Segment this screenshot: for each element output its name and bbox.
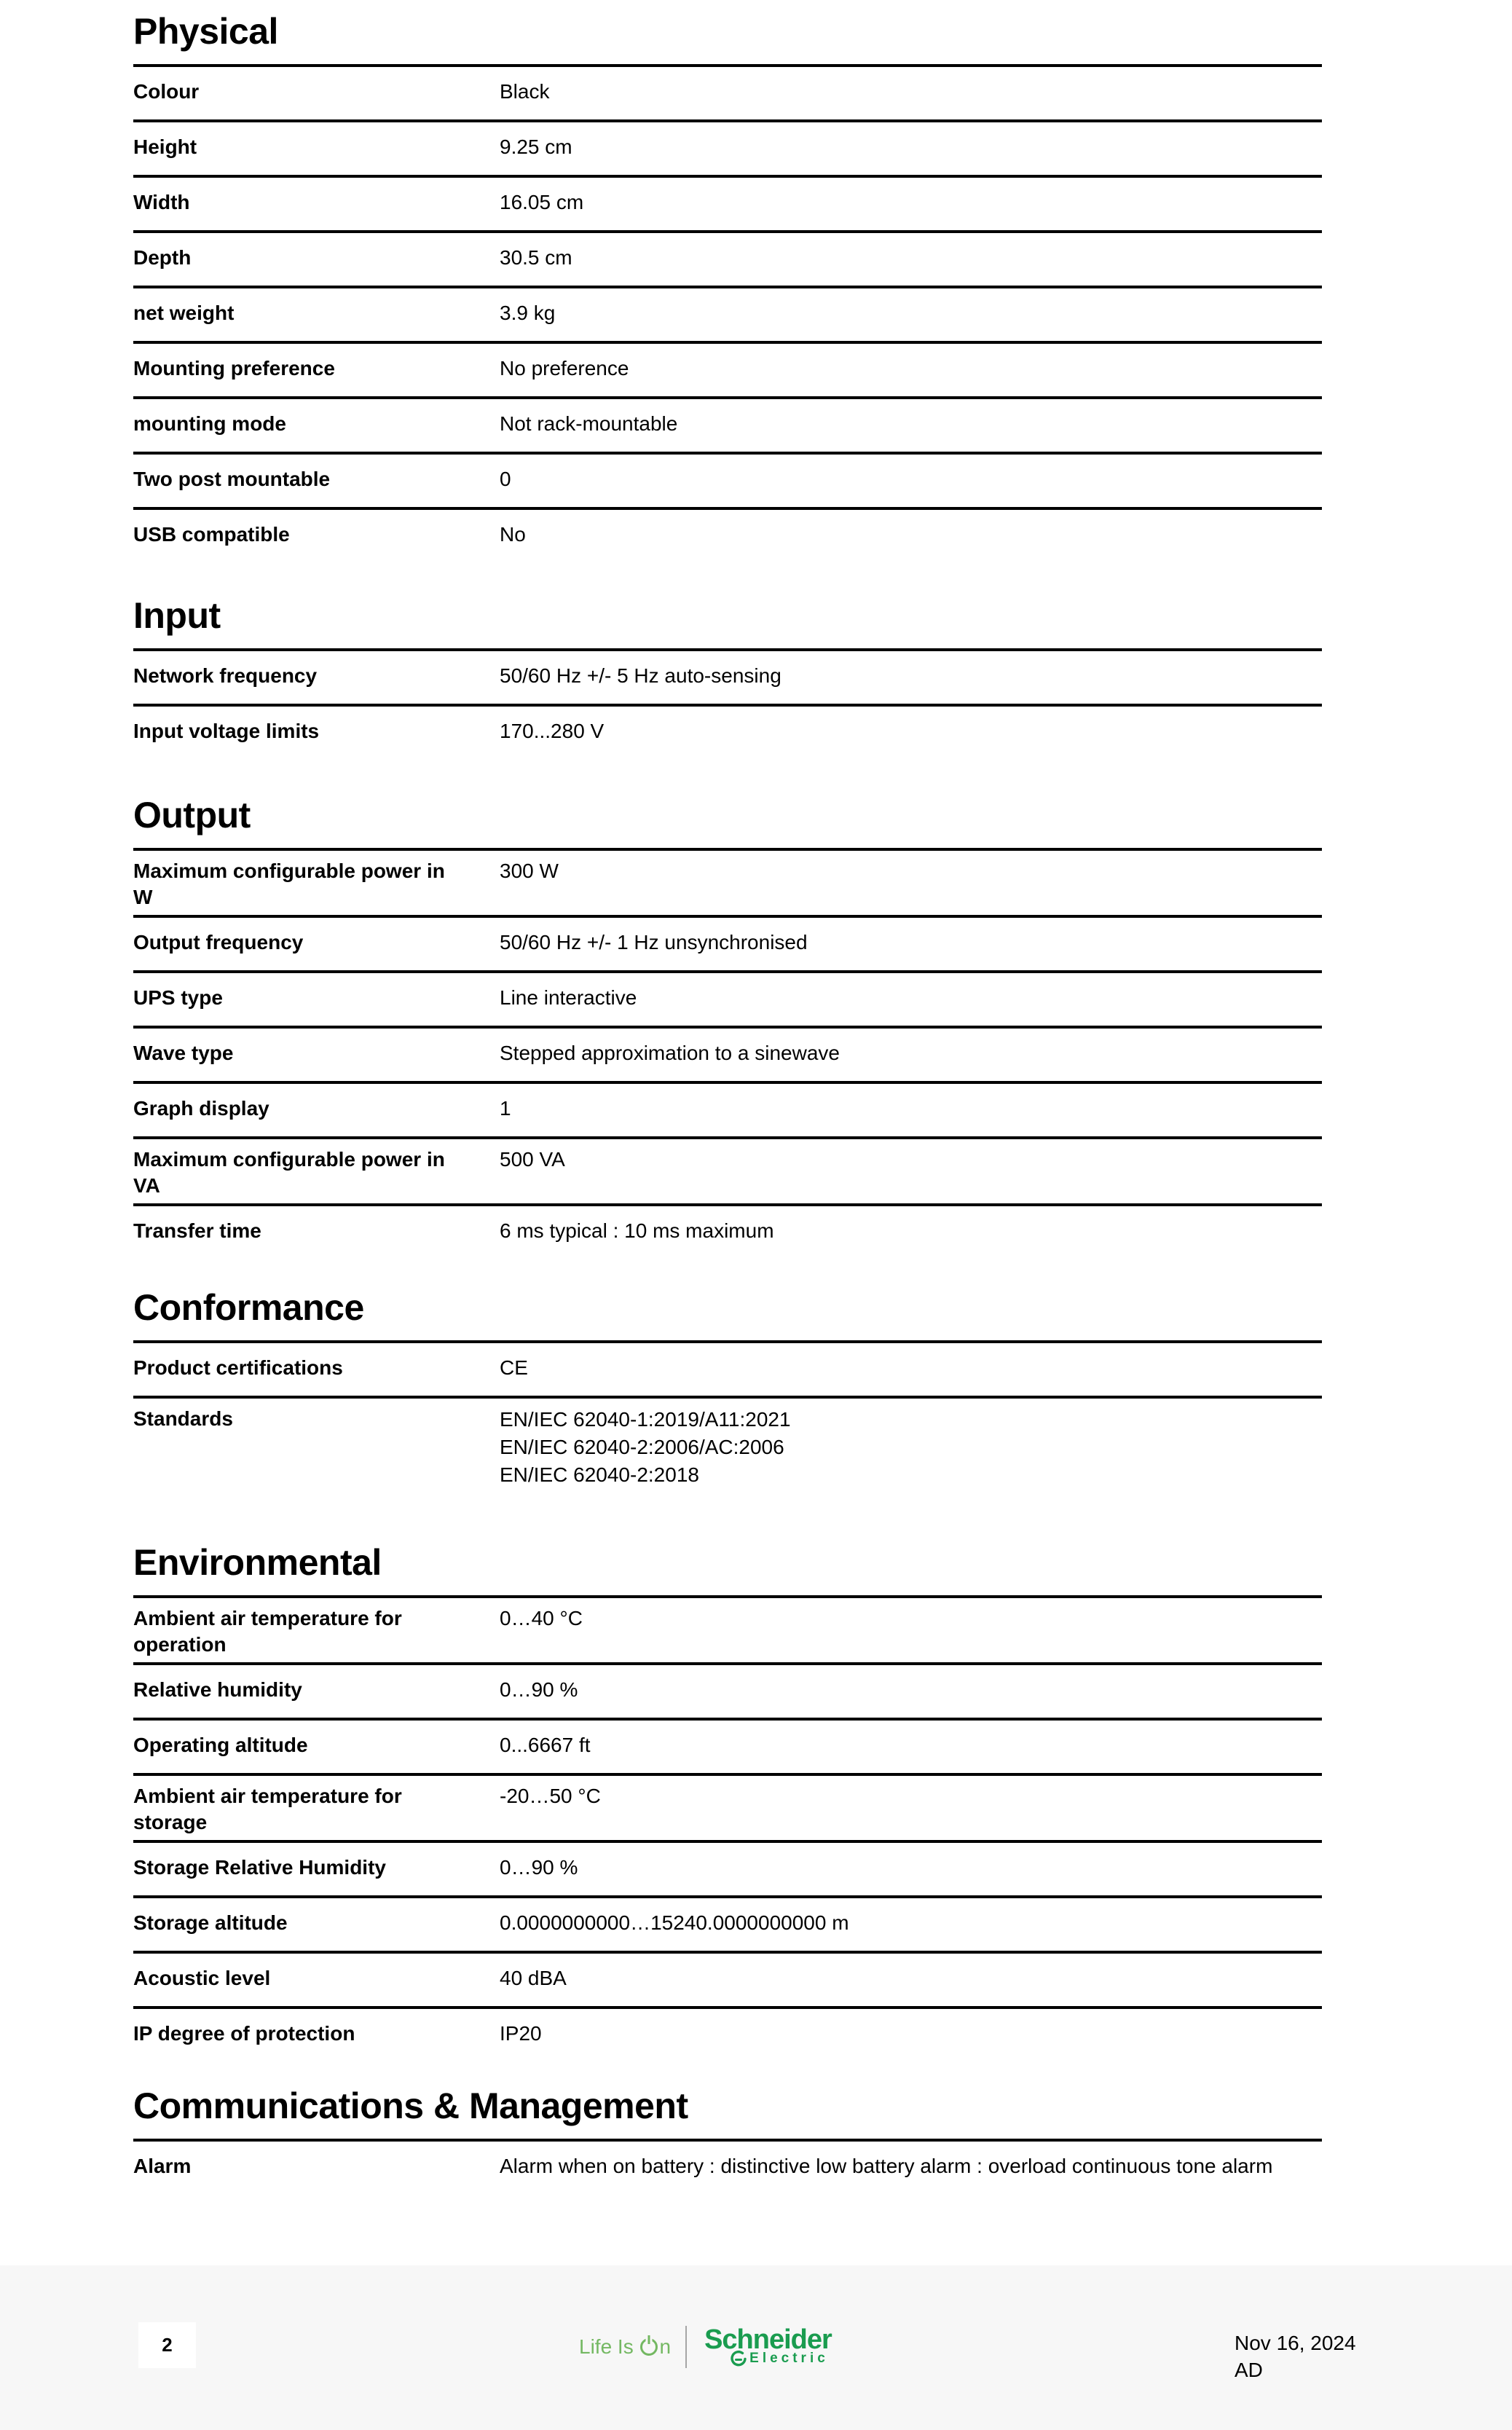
spec-row <box>133 651 1322 704</box>
spec-value: 1 <box>500 1097 511 1120</box>
footer-date <box>1235 2329 1356 2383</box>
spec-table <box>133 2139 1322 2194</box>
spec-label: Graph display <box>133 1097 269 1120</box>
spec-value: 30.5 cm <box>500 246 572 269</box>
spec-value: 0…90 % <box>500 1856 578 1879</box>
spec-row <box>133 851 1322 915</box>
spec-value: No <box>500 523 526 546</box>
spec-value: 0.0000000000…15240.0000000000 m <box>500 1911 849 1934</box>
spec-row <box>133 1718 1322 1773</box>
spec-value: 300 W <box>500 860 559 882</box>
spec-value: 3.9 kg <box>500 302 556 324</box>
page-number <box>138 2322 196 2368</box>
spec-label: Depth <box>133 246 192 269</box>
spec-value: Stepped approximation to a sinewave <box>500 1042 840 1064</box>
section-title: Input <box>133 595 221 636</box>
spec-table <box>133 648 1322 759</box>
spec-label: Height <box>133 135 197 158</box>
spec-value: -20…50 °C <box>500 1785 601 1807</box>
spec-row <box>133 507 1322 562</box>
spec-table <box>133 1595 1322 2061</box>
spec-row <box>133 67 1322 119</box>
spec-label: Product certifications <box>133 1356 343 1379</box>
spec-value: 0...6667 ft <box>500 1734 591 1756</box>
footer-date-suffix: AD <box>1235 2359 1263 2381</box>
spec-row <box>133 175 1322 230</box>
spec-section <box>133 2085 1322 2194</box>
spec-row <box>133 230 1322 286</box>
spec-label: Ambient air temperature for storage <box>133 1785 402 1833</box>
spec-row <box>133 970 1322 1026</box>
spec-table <box>133 848 1322 1259</box>
spec-value: 0 <box>500 468 511 490</box>
spec-value: IP20 <box>500 2022 542 2045</box>
spec-row <box>133 286 1322 341</box>
spec-label: Input voltage limits <box>133 720 320 742</box>
spec-row <box>133 1081 1322 1136</box>
spec-label: USB compatible <box>133 523 290 546</box>
page-footer <box>0 2265 1512 2430</box>
spec-label: Standards <box>133 1407 233 1430</box>
spec-row <box>133 915 1322 970</box>
spec-label: Ambient air temperature for operation <box>133 1607 402 1656</box>
section-title: Communications & Management <box>133 2085 688 2126</box>
spec-value: 9.25 cm <box>500 135 572 158</box>
spec-value: 0…90 % <box>500 1678 578 1701</box>
spec-row <box>133 119 1322 175</box>
spec-table <box>133 1340 1322 1493</box>
spec-value-line: EN/IEC 62040-2:2018 <box>500 1463 699 1486</box>
spec-value: Alarm when on battery : distinctive low battery alarm : overload continuous tone alarm <box>500 2155 1273 2177</box>
spec-section <box>133 594 1322 759</box>
spec-section <box>133 794 1322 1259</box>
spec-row <box>133 396 1322 452</box>
spec-label: Wave type <box>133 1042 234 1064</box>
spec-row <box>133 1203 1322 1259</box>
section-title: Output <box>133 795 251 835</box>
spec-value: Line interactive <box>500 986 637 1009</box>
spec-label: Two post mountable <box>133 468 331 490</box>
schneider-electric-wordmark <box>704 2324 832 2367</box>
spec-value: 6 ms typical : 10 ms maximum <box>500 1219 774 1242</box>
spec-row <box>133 1895 1322 1951</box>
spec-row <box>133 704 1322 759</box>
spec-row <box>133 1343 1322 1396</box>
power-icon <box>640 2338 658 2356</box>
spec-label: UPS type <box>133 986 223 1009</box>
spec-value: 170...280 V <box>500 720 605 742</box>
section-title: Environmental <box>133 1542 382 1583</box>
spec-label: Alarm <box>133 2155 192 2177</box>
spec-label: Relative humidity <box>133 1678 302 1701</box>
spec-label: Operating altitude <box>133 1734 308 1756</box>
spec-row <box>133 1840 1322 1895</box>
electric-wordmark-text: Electric <box>749 2351 829 2366</box>
spec-value: Not rack-mountable <box>500 412 678 435</box>
spec-label: mounting mode <box>133 412 286 435</box>
spec-label: Colour <box>133 80 200 103</box>
schneider-electric-mark-icon <box>730 2350 747 2367</box>
spec-value: No preference <box>500 357 629 380</box>
spec-row <box>133 2006 1322 2061</box>
spec-row <box>133 1396 1322 1493</box>
spec-label: Maximum configurable power in W <box>133 860 445 908</box>
spec-label: Width <box>133 191 190 213</box>
spec-section <box>133 1541 1322 2061</box>
spec-value-line: EN/IEC 62040-1:2019/A11:2021 <box>500 1408 791 1431</box>
spec-row <box>133 1662 1322 1718</box>
spec-value: Black <box>500 80 550 103</box>
spec-value: CE <box>500 1356 528 1379</box>
life-is-on-tagline: Life Is n <box>579 2335 672 2358</box>
spec-value: 16.05 cm <box>500 191 584 213</box>
schneider-wordmark-text: Schneider <box>704 2324 832 2355</box>
spec-label: IP degree of protection <box>133 2022 355 2045</box>
spec-value: 40 dBA <box>500 1967 567 1989</box>
spec-row <box>133 1598 1322 1662</box>
footer-date-line: Nov 16, 2024 <box>1235 2332 1356 2354</box>
spec-section <box>133 10 1322 562</box>
spec-table <box>133 64 1322 562</box>
section-title: Conformance <box>133 1287 364 1328</box>
spec-label: Output frequency <box>133 931 304 953</box>
spec-row <box>133 1773 1322 1840</box>
spec-row <box>133 1026 1322 1081</box>
spec-value: 50/60 Hz +/- 5 Hz auto-sensing <box>500 664 781 687</box>
spec-label: Mounting preference <box>133 357 335 380</box>
spec-label: Network frequency <box>133 664 318 687</box>
spec-value: 0…40 °C <box>500 1607 583 1629</box>
spec-label: Maximum configurable power in VA <box>133 1148 445 1197</box>
spec-row <box>133 452 1322 507</box>
spec-value: 50/60 Hz +/- 1 Hz unsynchronised <box>500 931 808 953</box>
datasheet-content <box>133 10 1322 2194</box>
logo-divider <box>685 2326 687 2368</box>
spec-label: Transfer time <box>133 1219 261 1242</box>
spec-value-line: EN/IEC 62040-2:2006/AC:2006 <box>500 1436 784 1458</box>
schneider-logo <box>579 2318 832 2376</box>
spec-label: Storage altitude <box>133 1911 288 1934</box>
spec-value: 500 VA <box>500 1148 565 1171</box>
spec-label: Storage Relative Humidity <box>133 1856 386 1879</box>
page-number-label: 2 <box>162 2334 173 2356</box>
spec-value <box>500 1406 1322 1489</box>
spec-row <box>133 1136 1322 1203</box>
spec-row <box>133 2142 1322 2194</box>
spec-label: net weight <box>133 302 235 324</box>
spec-row <box>133 341 1322 396</box>
section-title: Physical <box>133 11 278 52</box>
spec-label: Acoustic level <box>133 1967 271 1989</box>
spec-row <box>133 1951 1322 2006</box>
spec-section <box>133 1286 1322 1493</box>
